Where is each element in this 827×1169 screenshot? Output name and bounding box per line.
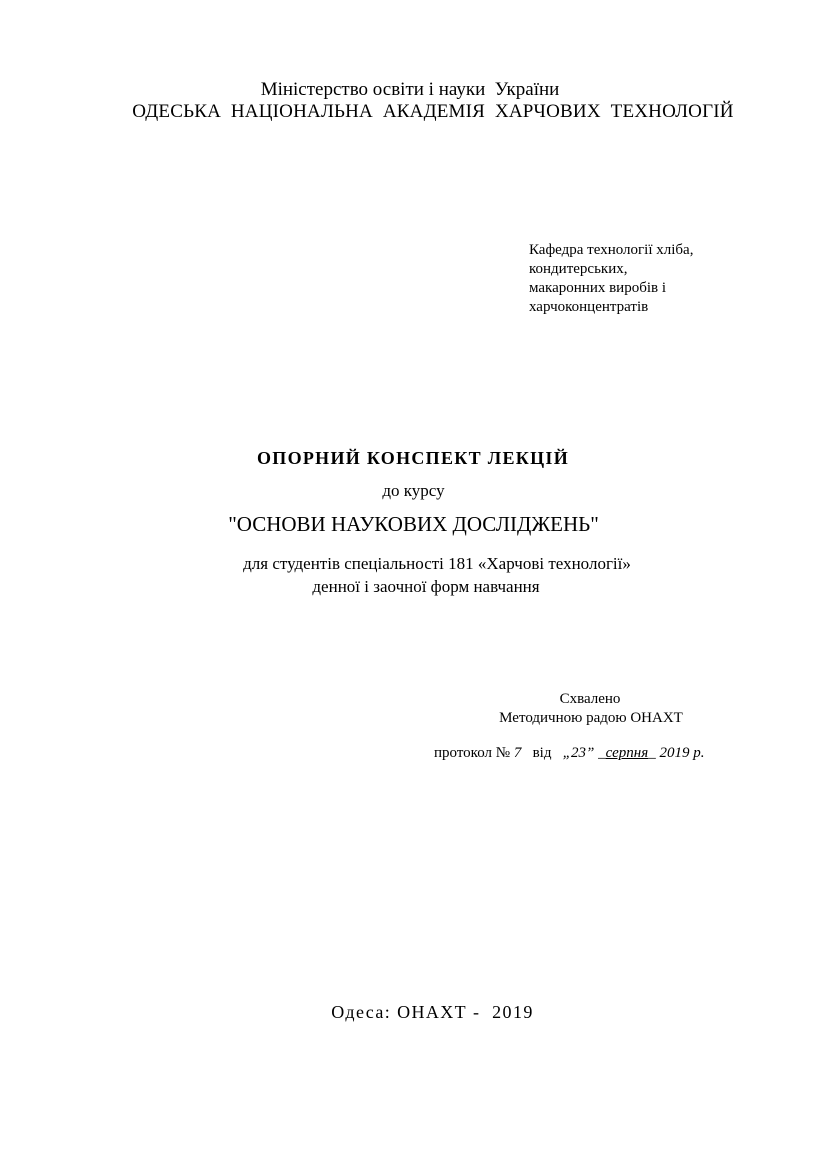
department-line: кондитерських,: [529, 261, 628, 277]
specialty-line: для студентів спеціальності 181 «Харчові технології»: [243, 554, 631, 573]
department-block: [529, 241, 693, 317]
footer-city-year: Одеса: ОНАХТ - 2019: [331, 1002, 534, 1022]
protocol-line: [434, 746, 704, 761]
ministry-heading: Міністерство освіти і науки України: [260, 79, 560, 100]
to-course-label: до курсу: [382, 481, 445, 500]
protocol-month: серпня: [605, 745, 649, 761]
month-suffix: _: [648, 745, 660, 761]
protocol-number: 7: [513, 745, 522, 761]
department-line: макаронних виробів і: [529, 280, 667, 296]
approved-label: Схвалено: [559, 691, 621, 707]
protocol-label: протокол №: [434, 745, 514, 761]
month-prefix: _: [594, 745, 606, 761]
protocol-day: „23”: [562, 745, 595, 761]
council-label: Методичною радою ОНАХТ: [499, 710, 683, 726]
academy-heading: ОДЕСЬКА НАЦІОНАЛЬНА АКАДЕМІЯ ХАРЧОВИХ ТЕХНОЛОГІЙ: [132, 101, 734, 122]
document-title: ОПОРНИЙ КОНСПЕКТ ЛЕКЦІЙ: [256, 448, 570, 468]
department-line: харчоконцентратів: [529, 299, 649, 315]
department-line: Кафедра технології хліба,: [529, 242, 694, 258]
course-name: "ОСНОВИ НАУКОВИХ ДОСЛІДЖЕНЬ": [228, 512, 599, 536]
from-label: від: [521, 745, 563, 761]
protocol-year: 2019 р.: [659, 745, 705, 761]
study-forms-line: денної і заочної форм навчання: [312, 577, 540, 596]
